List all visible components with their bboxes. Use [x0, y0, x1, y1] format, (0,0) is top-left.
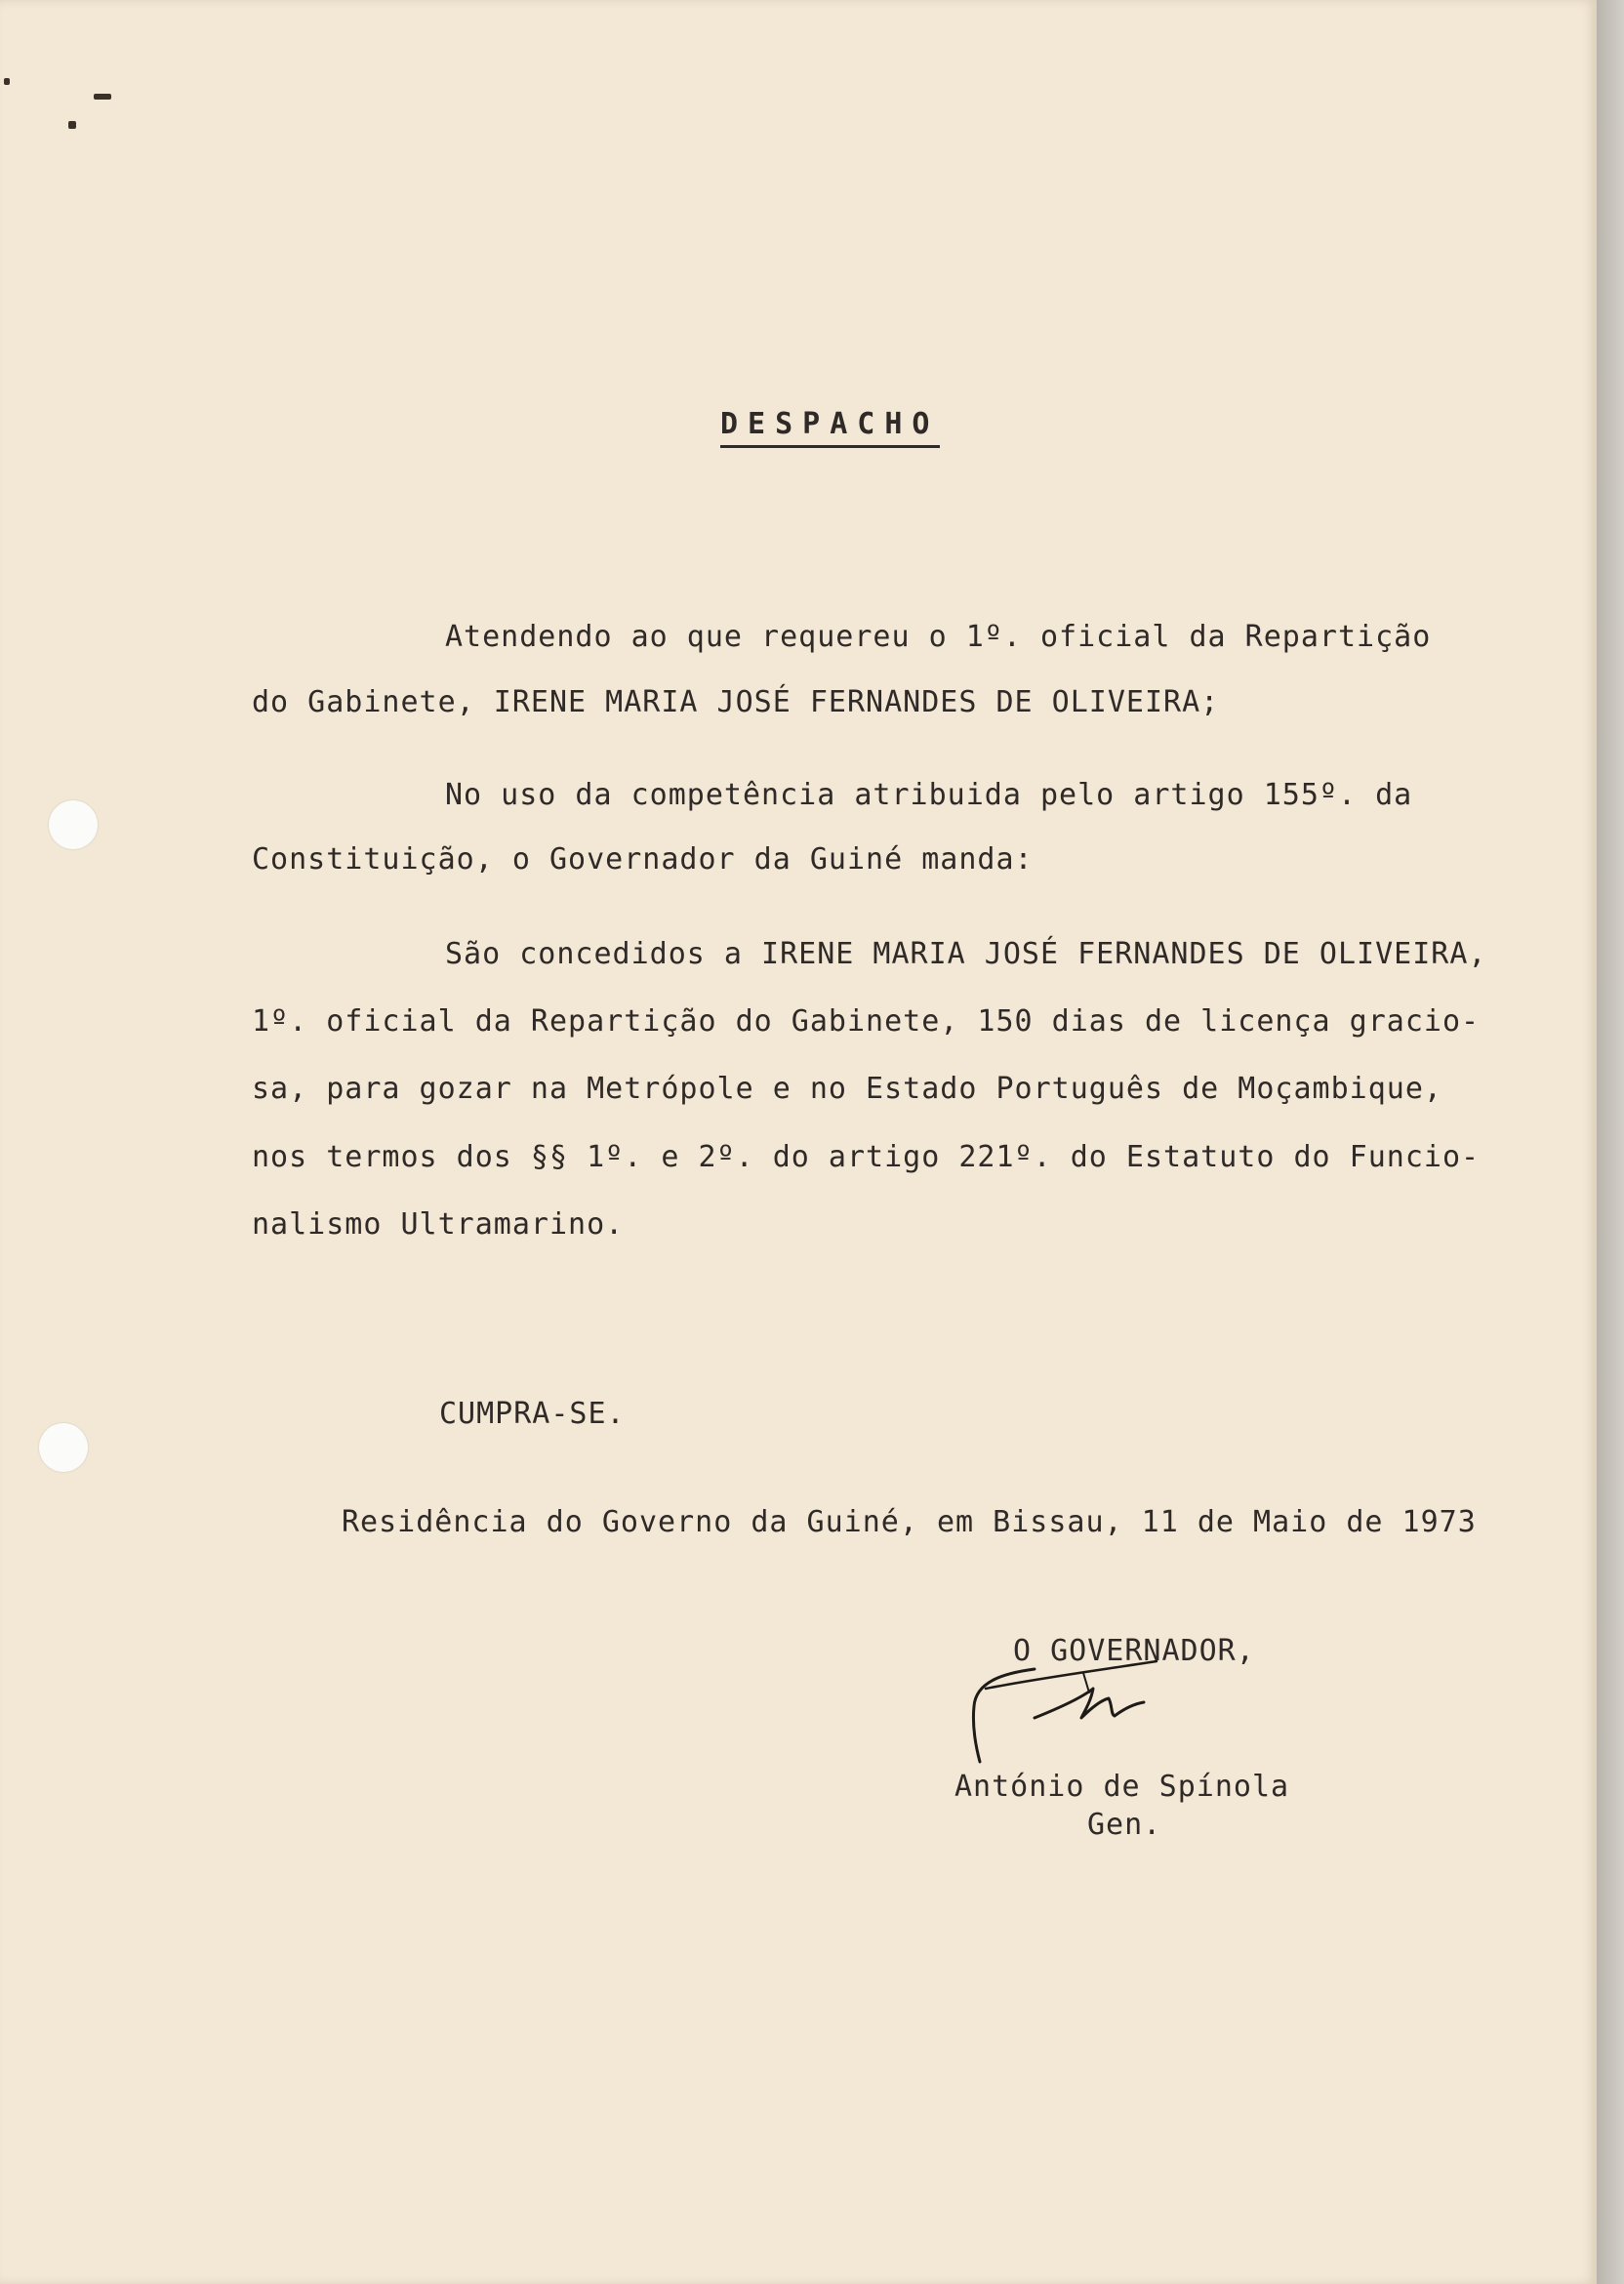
signatory-rank: Gen. — [1087, 1808, 1162, 1842]
paragraph-2-line-1: No uso da competência atribuida pelo artigo 155º. da — [445, 778, 1413, 812]
paragraph-1-line-1: Atendendo ao que requereu o 1º. oficial da Repartição — [445, 620, 1432, 654]
ink-speck — [4, 78, 10, 85]
punch-hole-lower — [39, 1423, 88, 1472]
punch-hole-upper — [49, 800, 98, 849]
paragraph-1-line-2: do Gabinete, IRENE MARIA JOSÉ FERNANDES DE OLIVEIRA; — [252, 685, 1220, 719]
paragraph-3-line-3: sa, para gozar na Metrópole e no Estado Português de Moçambique, — [252, 1072, 1442, 1106]
paragraph-3-line-1: São concedidos a IRENE MARIA JOSÉ FERNANDES DE OLIVEIRA, — [445, 937, 1487, 971]
signatory-name: António de Spínola — [954, 1770, 1290, 1804]
document-title: DESPACHO — [720, 410, 940, 448]
page-edge-background — [1597, 0, 1624, 2284]
paragraph-3-line-5: nalismo Ultramarino. — [252, 1207, 625, 1242]
paragraph-3-line-2: 1º. oficial da Repartição do Gabinete, 150 dias de licença gracio- — [252, 1004, 1481, 1039]
ink-speck — [68, 121, 76, 129]
ink-speck — [94, 94, 111, 100]
closing-statement: CUMPRA-SE. — [439, 1397, 626, 1431]
place-and-date: Residência do Governo da Guiné, em Bissau, 11 de Maio de 1973 — [342, 1505, 1477, 1539]
paragraph-2-line-2: Constituição, o Governador da Guiné manda: — [252, 842, 1034, 877]
handwritten-signature — [966, 1650, 1181, 1776]
signatory-role: O GOVERNADOR, — [1013, 1634, 1255, 1668]
paragraph-3-line-4: nos termos dos §§ 1º. e 2º. do artigo 221º. do Estatuto do Funcio- — [252, 1140, 1481, 1174]
